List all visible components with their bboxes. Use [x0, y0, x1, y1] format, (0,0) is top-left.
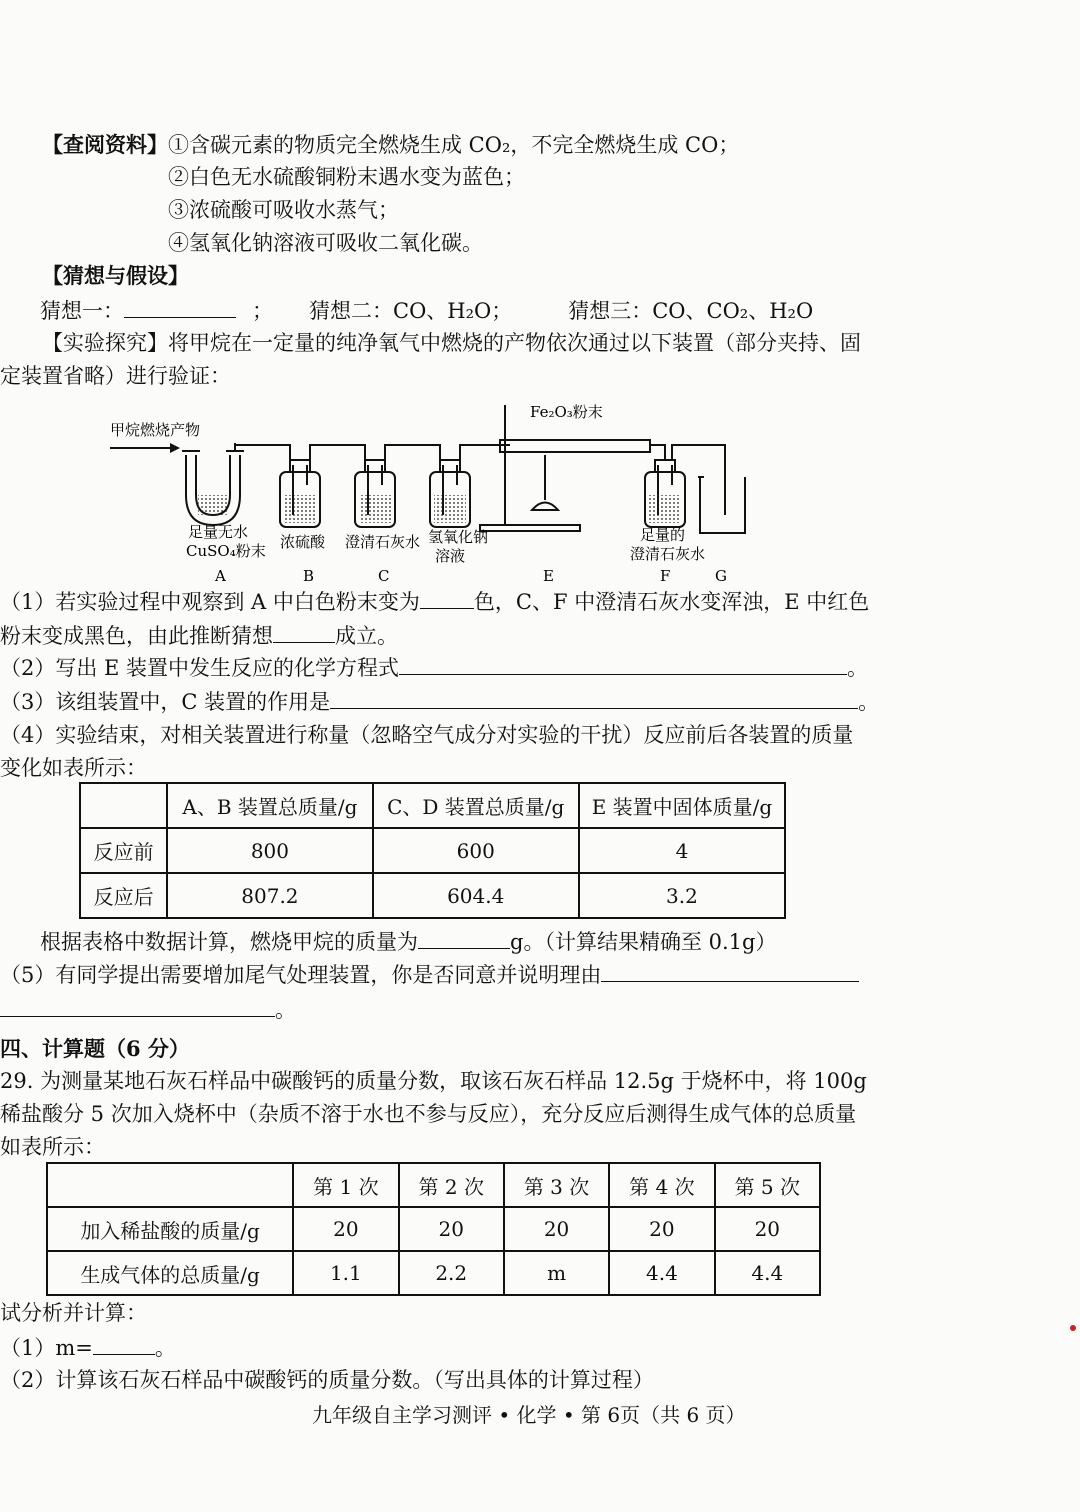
gas-row-2-c2: 2.2 — [399, 1251, 504, 1295]
q5-blank-1[interactable] — [601, 959, 859, 982]
mass-row-2-cd: 604.4 — [373, 873, 579, 918]
q5-blank-2[interactable] — [0, 994, 275, 1017]
q2-line — [0, 652, 868, 683]
d-reagent-2: 溶液 — [435, 547, 466, 565]
reference-item-4: ④氢氧化钠溶液可吸收二氧化碳。 — [168, 231, 483, 255]
letter-f: F — [660, 567, 671, 585]
guess-1-label: 猜想一： — [40, 299, 124, 323]
input-label: 甲烷燃烧产物 — [110, 421, 201, 439]
p29-line-1: 29. 为测量某地石灰石样品中碳酸钙的质量分数，取该石灰石样品 12.5g 于烧杯中，将 100g — [0, 1069, 867, 1093]
p29-line-2: 稀盐酸分 5 次加入烧杯中（杂质不溶于水也不参与反应），充分反应后测得生成气体的总质量 — [0, 1102, 857, 1126]
mass-header-1: A、B 装置总质量/g — [167, 783, 372, 828]
reference-item-3: ③浓硫酸可吸收水蒸气； — [168, 198, 399, 222]
mass-header-3: E 装置中固体质量/g — [579, 783, 785, 828]
apparatus-diagram — [100, 385, 780, 590]
reference-label: 【查阅资料】 — [42, 132, 168, 157]
mass-row-1-label: 反应前 — [80, 828, 167, 873]
reference-item-1: ①含碳元素的物质完全燃烧生成 CO₂，不完全燃烧生成 CO； — [168, 133, 740, 157]
q2-blank[interactable] — [399, 652, 847, 675]
gas-row-2-label: 生成气体的总质量/g — [47, 1251, 293, 1295]
liquid-c — [359, 495, 391, 523]
hypothesis-heading: 【猜想与假设】 — [42, 263, 189, 288]
q5-line-2 — [0, 994, 296, 1025]
gas-row-1-c5: 20 — [715, 1207, 820, 1251]
gas-header-5: 第 5 次 — [715, 1163, 820, 1207]
gas-header-2: 第 2 次 — [399, 1163, 504, 1207]
red-mark — [1070, 1325, 1076, 1331]
q1-text-b: 色，C、F 中澄清石灰水变浑浊，E 中红色 — [473, 590, 870, 614]
sub2-line: （2）计算该石灰石样品中碳酸钙的质量分数。（写出具体的计算过程） — [0, 1368, 654, 1392]
tube-c-d — [385, 445, 440, 460]
p29-line-3: 如表所示： — [0, 1135, 105, 1159]
mass-row-1-ab: 800 — [167, 828, 372, 873]
q4-calc-line — [40, 926, 776, 957]
gas-row-1-c2: 20 — [399, 1207, 504, 1251]
q1-blank-color[interactable] — [420, 586, 474, 609]
f-reagent-1: 足量的 — [640, 526, 686, 544]
letter-e: E — [543, 567, 554, 585]
powder-a — [198, 495, 228, 515]
q4-line-2: 变化如表所示： — [0, 756, 147, 780]
gas-header-0 — [47, 1163, 293, 1207]
sub1-blank[interactable] — [93, 1332, 155, 1355]
q5-text: （5）有同学提出需要增加尾气处理装置，你是否同意并说明理由 — [0, 963, 602, 987]
tube-b-c — [310, 445, 365, 460]
q2-text: （2）写出 E 装置中发生反应的化学方程式 — [0, 656, 400, 680]
mass-table — [79, 782, 786, 919]
gas-header-3: 第 3 次 — [504, 1163, 609, 1207]
guess-2: 猜想二：CO、H₂O； — [309, 299, 513, 323]
beaker-g — [698, 477, 745, 533]
mass-row-2-label: 反应后 — [80, 873, 167, 918]
reference-line-1 — [42, 130, 739, 160]
analyze-line: 试分析并计算： — [0, 1301, 147, 1325]
q3-text: （3）该组装置中，C 装置的作用是 — [0, 690, 331, 714]
mass-row-1-cd: 600 — [373, 828, 579, 873]
experiment-line-2: 定装置省略）进行验证： — [0, 364, 231, 388]
q4-blank[interactable] — [418, 926, 510, 949]
letter-b: B — [303, 567, 315, 585]
gas-table-header — [47, 1163, 820, 1207]
sub1-end: 。 — [154, 1336, 176, 1360]
q3-blank[interactable] — [330, 686, 858, 709]
table-row — [80, 873, 785, 918]
gas-row-2-c3: m — [504, 1251, 609, 1295]
gas-row-1-label: 加入稀盐酸的质量/g — [47, 1207, 293, 1251]
mass-header-0 — [80, 783, 167, 828]
guess-1-blank[interactable] — [124, 295, 236, 318]
q2-end: 。 — [847, 656, 869, 680]
gas-row-2-c1: 1.1 — [293, 1251, 398, 1295]
mass-row-2-ab: 807.2 — [167, 873, 372, 918]
guess-1-end: ； — [252, 299, 273, 323]
d-reagent-1: 氢氧化钠 — [428, 528, 489, 546]
q3-line — [0, 686, 879, 717]
reagent-label: Fe₂O₃粉末 — [530, 403, 603, 421]
tube-e-f — [650, 445, 665, 460]
q1-blank-guess[interactable] — [273, 620, 335, 643]
f-reagent-2: 澄清石灰水 — [630, 545, 706, 563]
q4-calc-a: 根据表格中数据计算，燃烧甲烷的质量为 — [40, 930, 418, 954]
letter-c: C — [378, 567, 390, 585]
table-row — [47, 1251, 820, 1295]
q1-text-d: 成立。 — [335, 624, 398, 648]
liquid-f — [649, 495, 681, 523]
liquid-d — [434, 495, 466, 523]
gas-header-4: 第 4 次 — [609, 1163, 714, 1207]
q5-line — [0, 959, 859, 990]
gas-row-1-c3: 20 — [504, 1207, 609, 1251]
q1-text-a: （1）若实验过程中观察到 A 中白色粉末变为 — [0, 590, 420, 614]
gas-row-1-c1: 20 — [293, 1207, 398, 1251]
letter-g: G — [715, 567, 727, 585]
sub1-line — [0, 1332, 176, 1363]
a-reagent-1: 足量无水 — [188, 523, 249, 541]
letter-a: A — [215, 567, 226, 585]
gas-row-2-c4: 4.4 — [609, 1251, 714, 1295]
experiment-line-1: 【实验探究】将甲烷在一定量的纯净氧气中燃烧的产物依次通过以下装置（部分夹持、固 — [42, 331, 861, 355]
gas-row-1-c4: 20 — [609, 1207, 714, 1251]
gas-header-1: 第 1 次 — [293, 1163, 398, 1207]
q3-end: 。 — [858, 690, 880, 714]
mass-row-2-e: 3.2 — [579, 873, 785, 918]
q4-calc-b: g。（计算结果精确至 0.1g） — [510, 930, 777, 954]
q1-line-1 — [0, 586, 869, 617]
mass-table-header — [80, 783, 785, 828]
table-row — [80, 828, 785, 873]
q5-end: 。 — [275, 998, 296, 1022]
a-reagent-2: CuSO₄粉末 — [186, 542, 266, 560]
page-footer: 九年级自主学习测评 • 化学 • 第 6页（共 6 页） — [312, 1403, 746, 1427]
sub1-text: （1）m= — [0, 1336, 93, 1360]
section4-heading: 四、计算题（6 分） — [0, 1036, 190, 1061]
mass-header-2: C、D 装置总质量/g — [373, 783, 579, 828]
combustion-tube-e — [480, 405, 650, 531]
q1-line-2 — [0, 620, 398, 651]
b-reagent: 浓硫酸 — [280, 533, 326, 551]
mass-row-1-e: 4 — [579, 828, 785, 873]
c-reagent: 澄清石灰水 — [345, 533, 421, 551]
hypothesis-line — [40, 295, 813, 326]
reference-item-2: ②白色无水硫酸铜粉末遇水变为蓝色； — [168, 165, 525, 189]
gas-table — [46, 1162, 821, 1296]
gas-row-2-c5: 4.4 — [715, 1251, 820, 1295]
table-row — [47, 1207, 820, 1251]
guess-3: 猜想三：CO、CO₂、H₂O — [568, 299, 814, 323]
q1-text-c: 粉末变成黑色，由此推断猜想 — [0, 624, 273, 648]
q4-line-1: （4）实验结束，对相关装置进行称量（忽略空气成分对实验的干扰）反应前后各装置的质量 — [0, 723, 854, 747]
